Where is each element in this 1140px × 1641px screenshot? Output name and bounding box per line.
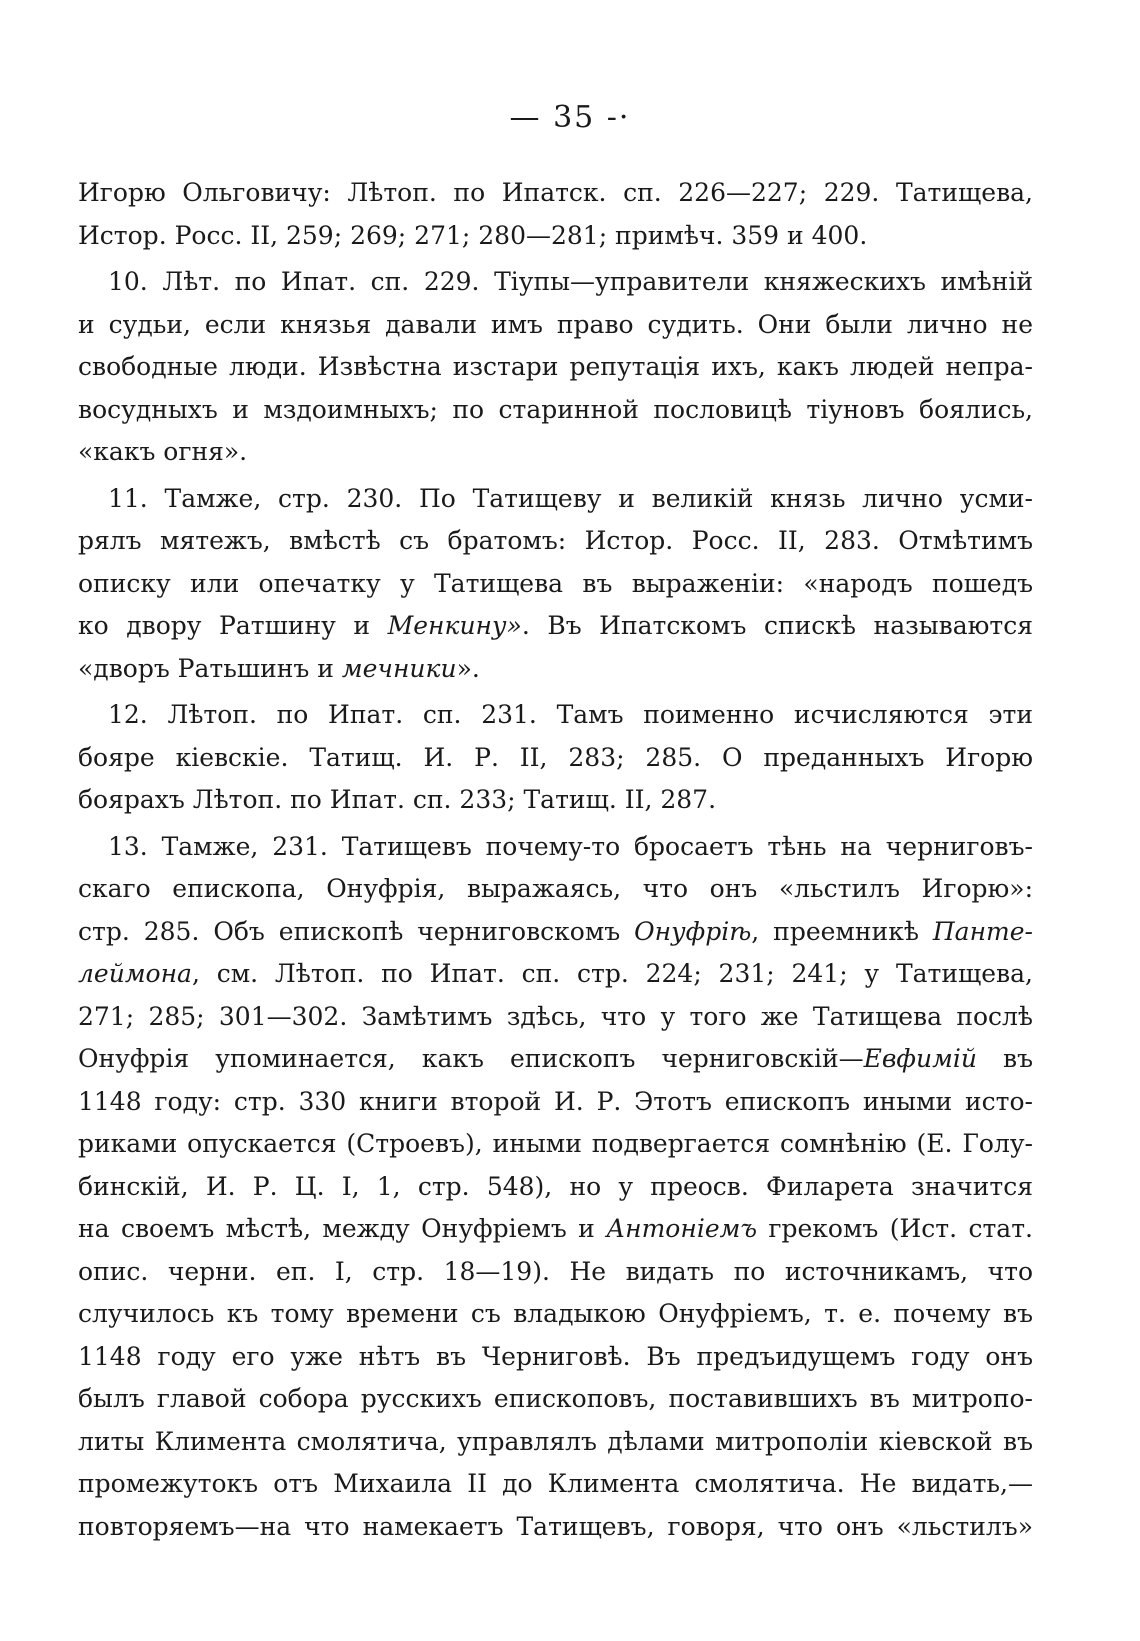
text-line: «какъ огня».: [78, 437, 248, 466]
text-line: Истор. Росс. II, 259; 269; 271; 280—281; примѣч. 359 и 400.: [78, 220, 868, 250]
text-segment: стр. 285. Объ епископѣ черниговскомъ: [78, 916, 635, 946]
text-line: [78, 648, 1033, 691]
italic-word: Антонiемъ: [606, 1214, 758, 1243]
italic-word: Менкину»: [387, 611, 522, 640]
text-line: бояре кiевскiе. Татищ. И. Р. II, 283; 285. О преданныхъ Игорю: [78, 742, 1033, 772]
text-line: случилось къ тому времени съ владыкою Онуфрiемъ, т. е. почему въ: [78, 1299, 1033, 1328]
text-segment: ».: [456, 653, 480, 683]
body-text: [78, 172, 1033, 1548]
text-segment: ко двору Ратшину и: [78, 611, 388, 640]
text-line: свободные люди. Извѣстна изстари репутацiя ихъ, какъ людей непра-: [78, 352, 1033, 381]
text-line: промежутокъ отъ Михаила II до Климента смолятича. Не видать,—: [78, 1469, 1033, 1498]
text-line: [78, 953, 1033, 996]
page-number: — 35 -·: [509, 100, 631, 135]
text-segment: , преемникѣ: [751, 916, 933, 946]
text-line: опис. черни. еп. I, стр. 18—19). Не видать по источникамъ, что: [78, 1256, 1033, 1286]
text-line: [78, 911, 1033, 954]
text-line: 13. Тамже, 231. Татищевъ почему-то бросаетъ тѣнь на черниговъ-: [108, 831, 1033, 861]
italic-word: Онуфрiѣ: [634, 916, 752, 946]
text-line: повторяемъ—на что намекаетъ Татищевъ, говоря, что онъ «льстилъ»: [78, 1511, 1033, 1541]
italic-word: Панте-: [932, 916, 1033, 946]
text-line: описку или опечатку у Татищева въ выраженiи: «народъ пошедъ: [78, 568, 1033, 598]
text-segment: см. Лѣтоп. по Ипат. сп. стр. 224; 231; 241; у Татищева,: [216, 959, 1033, 988]
text-line: боярахъ Лѣтоп. по Ипат. сп. 233; Татищ. II, 287.: [78, 785, 717, 814]
text-line: 12. Лѣтоп. по Ипат. сп. 231. Тамъ поименно исчисляются эти: [108, 700, 1033, 729]
text-line: бинскiй, И. Р. Ц. I, 1, стр. 548), но у преосв. Филарета значится: [78, 1171, 1033, 1201]
text-segment: на своемъ мѣстѣ, между Онуфрiемъ и: [78, 1214, 607, 1243]
text-line: скаго епископа, Онуфрiя, выражаясь, что онъ «льстилъ Игорю»:: [78, 874, 1033, 903]
text-segment: грекомъ (Ист. стат.: [757, 1214, 1033, 1243]
text-line: 1148 году его уже нѣтъ въ Черниговѣ. Въ предъидущемъ году онъ: [78, 1341, 1033, 1371]
text-segment: . Въ Ипатскомъ спискѣ называются: [521, 611, 1033, 640]
text-line: 10. Лѣт. по Ипат. сп. 229. Тiупы—управители княжескихъ имѣнiй: [108, 267, 1033, 296]
text-line: [78, 1038, 1033, 1081]
text-line: и судьи, если князья давали имъ право судить. Они были лично не: [78, 309, 1033, 339]
text-line: 271; 285; 301—302. Замѣтимъ здѣсь, что у того же Татищева послѣ: [78, 1001, 1033, 1031]
italic-word: леймона: [78, 959, 192, 988]
text-line: рялъ мятежъ, вмѣстѣ съ братомъ: Истор. Росс. II, 283. Отмѣтимъ: [78, 526, 1033, 555]
text-segment: въ: [976, 1044, 1033, 1073]
text-segment: «дворъ Ратьшинъ и: [78, 653, 342, 683]
italic-word: мечники: [341, 653, 457, 683]
text-segment: ,: [191, 959, 217, 988]
text-line: Игорю Ольговичу: Лѣтоп. по Ипатск. сп. 226—227; 229. Татищева,: [78, 178, 1033, 207]
text-line: литы Климента смолятича, управлялъ дѣлами митрополiи кiевской въ: [78, 1426, 1033, 1456]
text-line: 11. Тамже, стр. 230. По Татищеву и великiй князь лично усми-: [108, 483, 1033, 513]
text-line: 1148 году: стр. 330 книги второй И. Р. Этотъ епископъ иными исто-: [78, 1086, 1033, 1116]
text-line: восудныхъ и мздоимныхъ; по старинной пословицѣ тiуновъ боялись,: [78, 394, 1033, 424]
text-segment: Онуфрiя упоминается, какъ епископъ черниговскiй—: [78, 1044, 864, 1073]
text-line: риками опускается (Строевъ), иными подвергается сомнѣнiю (Е. Голу-: [78, 1129, 1033, 1158]
text-line: [78, 1208, 1033, 1251]
text-line: былъ главой собора русскихъ епископовъ, поставившихъ въ митропо-: [78, 1384, 1033, 1413]
italic-word: Евфимiй: [863, 1044, 977, 1073]
text-line: [78, 605, 1033, 648]
